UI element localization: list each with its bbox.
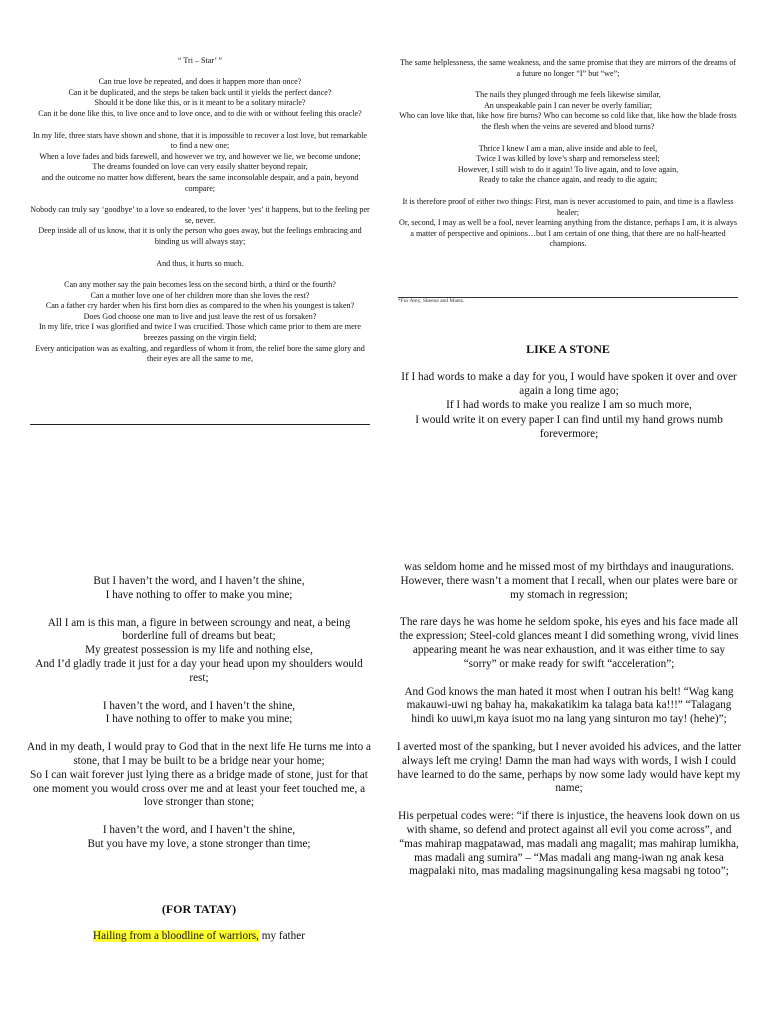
poem-line: I averted most of the spanking, but I never avoided his advices, and the latter always left me crying! Damn the man had ways with words, I wish I could have learned to do the same, perhaps by now some lady would have kept my name; bbox=[396, 740, 742, 795]
stanza-break bbox=[26, 727, 372, 741]
tri-star-cont-lines bbox=[398, 58, 738, 250]
stanza-break bbox=[30, 194, 370, 205]
like-a-stone-intro-lines bbox=[394, 370, 744, 441]
stanza-break bbox=[396, 727, 742, 741]
poem-line: His perpetual codes were: “if there is injustice, the heavens look down on us with shame, so defend and protect against all evil you come across”, and “mas mahirap magpatawad, mas madali ang magalit; mas mahirap lumikha, mas madali ang sumira” – “Mas madali ang mang-iwan ng anak kesa magpalaki nito, mas madaling magsinungaling kesa magsabi ng totoo”; bbox=[398, 810, 740, 878]
poem-line: An unspeakable pain I can never be overly familiar; bbox=[483, 100, 653, 110]
for-tatay-poem bbox=[396, 561, 742, 879]
poem-line: When a love fades and bids farewell, and however we try, and however we lie, we become undone; bbox=[39, 151, 361, 161]
poem-line: The same helplessness, the same weakness, and the same promise that they are mirrors of the dreams of a future no longer “I” but “we”; bbox=[399, 58, 736, 78]
poem-line: Should it be done like this, or is it meant to be a solitary miracle? bbox=[94, 98, 306, 108]
stanza-break bbox=[398, 79, 738, 90]
poem-line: And in my death, I would pray to God that in the next life He turns me into a stone, that I may be built to be a bridge near your home; bbox=[27, 741, 371, 767]
poem-line: Ready to take the chance again, and ready to die again; bbox=[478, 175, 658, 185]
poem-line: I have nothing to offer to make you mine; bbox=[105, 588, 293, 601]
stanza-break bbox=[30, 120, 370, 131]
poem-line: I haven’t the word, and I haven’t the shine, bbox=[102, 824, 296, 837]
highlighted-text: Hailing from a bloodline of warriors, bbox=[93, 930, 259, 942]
first-line-rest: my father bbox=[258, 930, 305, 942]
poem-line: The dreams founded on love can very easily shatter beyond repair, bbox=[92, 162, 308, 172]
stanza-break bbox=[396, 672, 742, 686]
tri-star-lines bbox=[30, 77, 370, 365]
poem-line: was seldom home and he missed most of my birthdays and inaugurations. However, there wasn’t a moment that I recall, when our plates were bare or my stomach in regression; bbox=[400, 561, 738, 601]
stanza-break bbox=[398, 133, 738, 144]
poem-line: However, I still wish to do it again! To live again, and to love again, bbox=[457, 164, 679, 174]
stanza-break bbox=[30, 248, 370, 259]
stanza-break bbox=[26, 810, 372, 824]
poem-line: Can it be done like this, to live once and to love once, and to die with or without feeling this oracle? bbox=[38, 108, 362, 118]
poem-line: Can any mother say the pain becomes less on the second birth, a third or the fourth? bbox=[64, 280, 336, 290]
poem-line: Or, second, I may as well be a fool, never learning anything from the distance, perhaps I am, it is always a matter of perspective and opinions…but I am certain of one thing, that there are no half-hearted champions. bbox=[399, 218, 737, 249]
poem-line: Can a mother love one of her children more than she loves the rest? bbox=[90, 290, 310, 300]
poem-line: Can it be duplicated, and the steps be taken back until it yields the perfect dance? bbox=[68, 87, 332, 97]
like-a-stone-poem bbox=[26, 575, 372, 852]
tri-star-title: “ Tri – Star’ ” bbox=[177, 56, 223, 65]
poem-line: I haven’t the word, and I haven’t the shine, bbox=[102, 699, 296, 712]
poem-line: In my life, trice I was glorified and twice I was crucified. Those which came prior to them are mere breezes passing on the virgin field; bbox=[39, 322, 361, 343]
tri-star-continuation bbox=[398, 58, 738, 250]
poem-line: Does God choose one man to live and just leave the rest of us forsaken? bbox=[83, 311, 317, 321]
like-a-stone-lines bbox=[26, 575, 372, 852]
stanza-break bbox=[26, 686, 372, 700]
poem-line: All I am is this man, a figure in between scroungy and neat, a being borderline full of dreams but beat; bbox=[47, 616, 351, 643]
stanza-break bbox=[396, 602, 742, 616]
poem-line: I would write it on every paper I can find until my hand grows numb forevermore; bbox=[415, 413, 723, 440]
poem-line: Can a father cry harder when his first born dies as compared to the when his youngest is taken? bbox=[45, 301, 355, 311]
poem-line: And thus, it hurts so much. bbox=[156, 258, 244, 268]
footnote: *For Amy, Sheena and Maetz. bbox=[398, 298, 465, 304]
poem-line: Deep inside all of us know, that it is only the person who goes away, but the feelings embracing and binding us will always stay; bbox=[38, 226, 362, 246]
poem-line: and the outcome no matter how different, bears the same inconsolable despair, and a pain, beyond compare; bbox=[41, 172, 359, 193]
for-tatay-first-line bbox=[26, 930, 372, 942]
stanza-break bbox=[30, 269, 370, 280]
poem-line: In my life, three stars have shown and shone, that it is impossible to recover a lost love, but remarkable to find a new one; bbox=[32, 130, 367, 151]
poem-line: So I can wait forever just lying there as a bridge made of stone, just for that one moment you would cross over me and at least your feet touched me, a love stronger than stone; bbox=[30, 768, 368, 809]
stanza-break bbox=[26, 603, 372, 617]
poem-line: Twice I was killed by love’s sharp and remorseless steel; bbox=[476, 154, 660, 164]
poem-line: Thrice I knew I am a man, alive inside and able to feel, bbox=[478, 143, 658, 153]
poem-line: It is therefore proof of either two things: First, man is never accustomed to pain, and time is a flawless healer; bbox=[402, 196, 734, 217]
for-tatay-lines bbox=[396, 561, 742, 879]
poem-line: If I had words to make a day for you, I would have spoken it over and over again a long time ago; bbox=[401, 371, 737, 398]
poem-line: But I haven’t the word, and I haven’t the shine, bbox=[93, 575, 305, 587]
poem-line: But you have my love, a stone stronger than time; bbox=[87, 837, 311, 850]
poem-line: And I’d gladly trade it just for a day your head upon my shoulders would rest; bbox=[35, 657, 363, 684]
like-a-stone-intro bbox=[394, 370, 744, 441]
poem-line: The rare days he was home he seldom spoke, his eyes and his face made all the expression; Steel-cold glances meant I did something wrong, vivid lines appearing meant he was near exhaustion, and it was either time to say “sorry” or make ready for swift “acceleration”; bbox=[399, 616, 739, 670]
poem-line: Who can love like that, like how fire burns? Who can become so cold like that, like how the blade frosts the flesh when the veins are severed and blood turns? bbox=[399, 111, 737, 131]
poem-line: If I had words to make you realize I am so much more, bbox=[446, 399, 692, 412]
stanza-break bbox=[396, 796, 742, 810]
poem-line: The nails they plunged through me feels likewise similar, bbox=[475, 90, 661, 100]
like-a-stone-title: LIKE A STONE bbox=[526, 342, 610, 356]
poem-line: I have nothing to offer to make you mine; bbox=[105, 713, 293, 726]
poem-line: Every anticipation was as exalting, and regardless of whom it from, the relief bore the same glory and their eyes are all the same to me, bbox=[35, 343, 365, 364]
stanza-break bbox=[398, 186, 738, 197]
tri-star-poem bbox=[30, 56, 370, 365]
poem-line: My greatest possession is my life and nothing else, bbox=[85, 644, 313, 657]
poem-line: Can true love be repeated, and does it happen more than once? bbox=[98, 77, 302, 87]
divider bbox=[30, 424, 370, 425]
poem-line: Nobody can truly say ‘goodbye’ to a love so endeared, to the lover ‘yes’ it happens, but to the feeling per se, never. bbox=[30, 205, 370, 225]
poem-line: And God knows the man hated it most when I outran his belt! “Wag kang makauwi-uwi ng bahay ha, makakatikim ka talaga bata ka!!!” “Talagang hindi ko uuwi,m kaya isuot mo na lang yang sinturon mo tay! (hehe)”; bbox=[404, 685, 734, 726]
for-tatay-title: (FOR TATAY) bbox=[161, 902, 237, 916]
